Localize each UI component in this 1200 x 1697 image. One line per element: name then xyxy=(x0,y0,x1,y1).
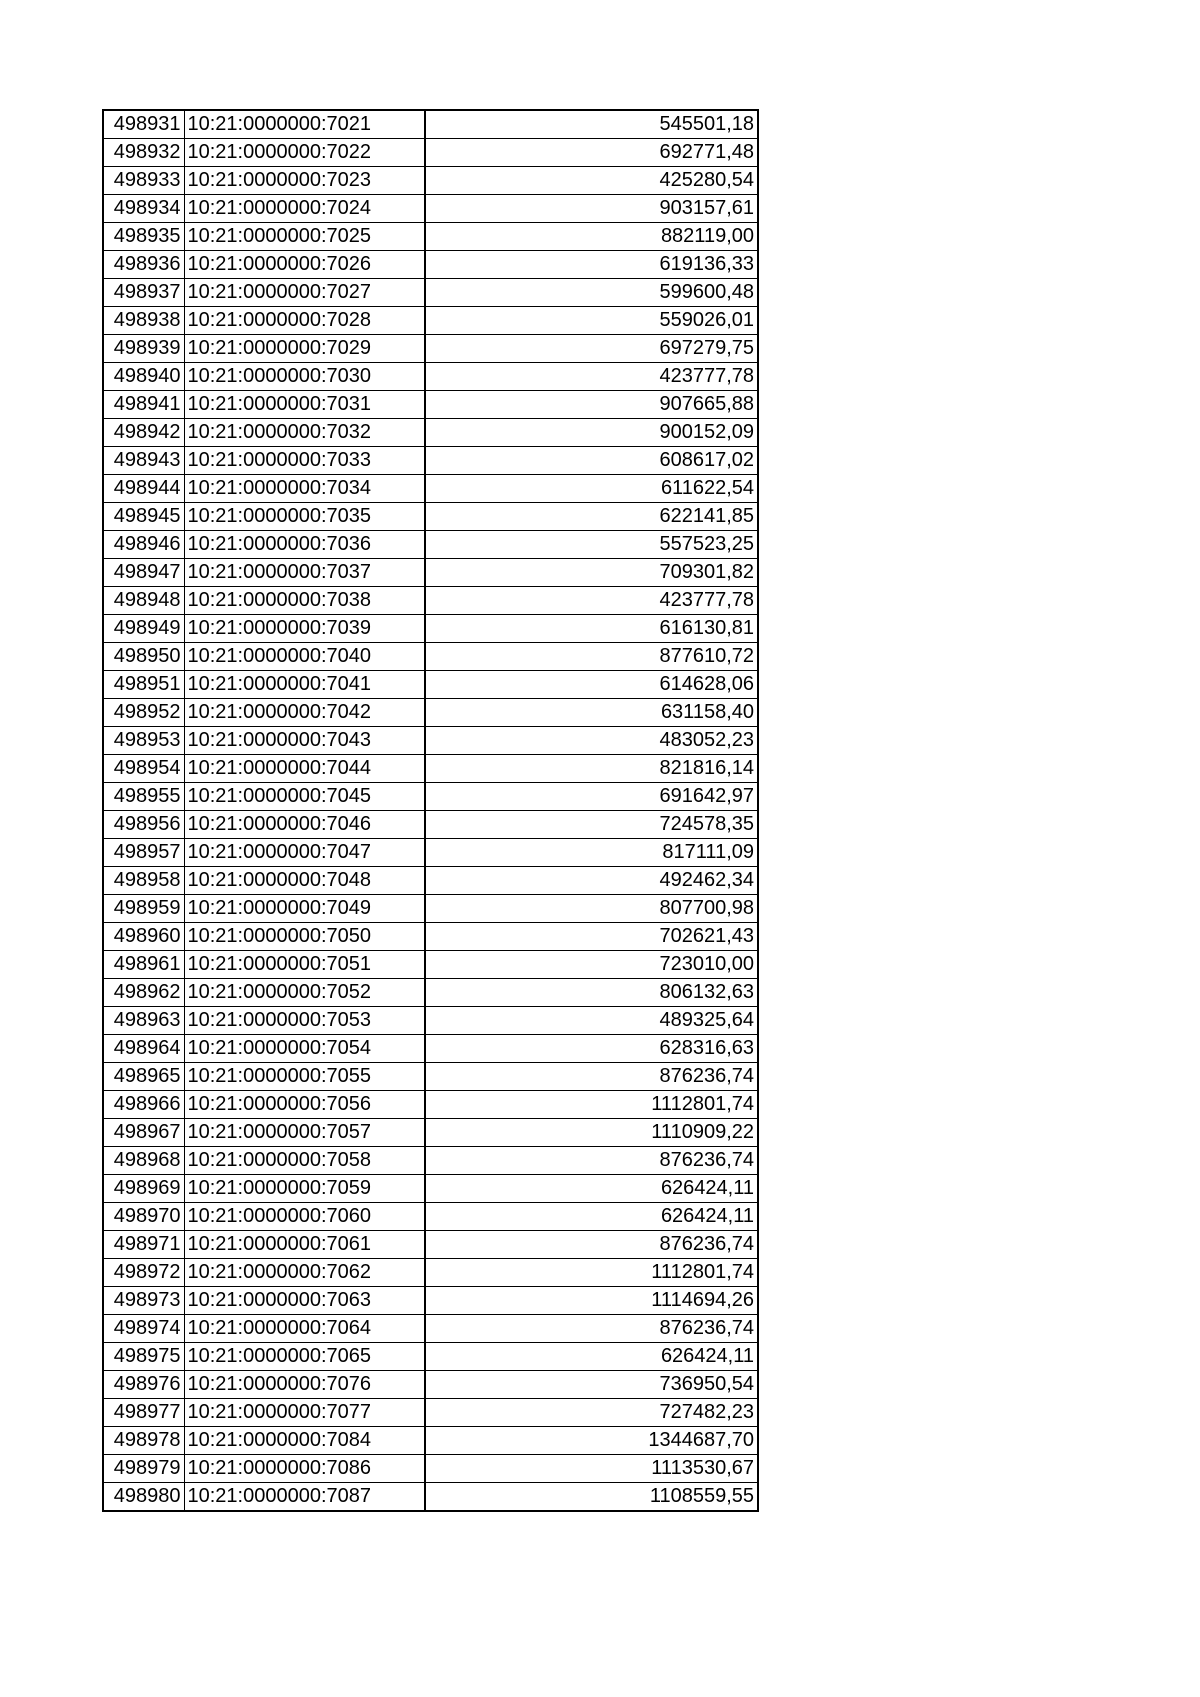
table-row xyxy=(103,195,758,223)
cadastral-value-cell: 616130,81 xyxy=(425,615,758,643)
cadastral-number-cell: 10:21:0000000:7031 xyxy=(184,391,425,419)
cadastral-number-cell: 10:21:0000000:7049 xyxy=(184,895,425,923)
cadastral-number-cell: 10:21:0000000:7039 xyxy=(184,615,425,643)
table-row xyxy=(103,867,758,895)
cadastral-value-cell: 691642,97 xyxy=(425,783,758,811)
row-number-cell: 498964 xyxy=(103,1035,184,1063)
cadastral-number-cell: 10:21:0000000:7027 xyxy=(184,279,425,307)
cadastral-value-cell: 900152,09 xyxy=(425,419,758,447)
cadastral-value-cell: 489325,64 xyxy=(425,1007,758,1035)
row-number-cell: 498979 xyxy=(103,1455,184,1483)
cadastral-number-cell: 10:21:0000000:7044 xyxy=(184,755,425,783)
cadastral-value-cell: 876236,74 xyxy=(425,1231,758,1259)
row-number-cell: 498937 xyxy=(103,279,184,307)
cadastral-value-cell: 1108559,55 xyxy=(425,1483,758,1512)
table-row xyxy=(103,1007,758,1035)
row-number-cell: 498948 xyxy=(103,587,184,615)
cadastral-number-cell: 10:21:0000000:7035 xyxy=(184,503,425,531)
row-number-cell: 498940 xyxy=(103,363,184,391)
row-number-cell: 498978 xyxy=(103,1427,184,1455)
row-number-cell: 498958 xyxy=(103,867,184,895)
cadastral-value-cell: 619136,33 xyxy=(425,251,758,279)
cadastral-value-cell: 882119,00 xyxy=(425,223,758,251)
cadastral-value-cell: 697279,75 xyxy=(425,335,758,363)
cadastral-value-cell: 709301,82 xyxy=(425,559,758,587)
row-number-cell: 498975 xyxy=(103,1343,184,1371)
cadastral-number-cell: 10:21:0000000:7056 xyxy=(184,1091,425,1119)
cadastral-value-cell: 807700,98 xyxy=(425,895,758,923)
cadastral-number-cell: 10:21:0000000:7062 xyxy=(184,1259,425,1287)
cadastral-number-cell: 10:21:0000000:7024 xyxy=(184,195,425,223)
cadastral-value-cell: 557523,25 xyxy=(425,531,758,559)
cadastral-number-cell: 10:21:0000000:7060 xyxy=(184,1203,425,1231)
cadastral-value-cell: 626424,11 xyxy=(425,1175,758,1203)
row-number-cell: 498957 xyxy=(103,839,184,867)
cadastral-value-cell: 727482,23 xyxy=(425,1399,758,1427)
table-row xyxy=(103,139,758,167)
row-number-cell: 498956 xyxy=(103,811,184,839)
row-number-cell: 498942 xyxy=(103,419,184,447)
table-row xyxy=(103,1427,758,1455)
row-number-cell: 498959 xyxy=(103,895,184,923)
row-number-cell: 498960 xyxy=(103,923,184,951)
table-row xyxy=(103,279,758,307)
cadastral-value-cell: 724578,35 xyxy=(425,811,758,839)
table-row xyxy=(103,1119,758,1147)
cadastral-number-cell: 10:21:0000000:7063 xyxy=(184,1287,425,1315)
cadastral-value-cell: 1344687,70 xyxy=(425,1427,758,1455)
table-row xyxy=(103,559,758,587)
cadastral-number-cell: 10:21:0000000:7037 xyxy=(184,559,425,587)
row-number-cell: 498968 xyxy=(103,1147,184,1175)
cadastral-number-cell: 10:21:0000000:7030 xyxy=(184,363,425,391)
cadastral-value-cell: 1113530,67 xyxy=(425,1455,758,1483)
table-row xyxy=(103,1091,758,1119)
cadastral-number-cell: 10:21:0000000:7077 xyxy=(184,1399,425,1427)
table-row xyxy=(103,1399,758,1427)
table-row xyxy=(103,419,758,447)
cadastral-value-cell: 559026,01 xyxy=(425,307,758,335)
cadastral-number-cell: 10:21:0000000:7038 xyxy=(184,587,425,615)
table-row xyxy=(103,503,758,531)
row-number-cell: 498966 xyxy=(103,1091,184,1119)
cadastral-value-cell: 692771,48 xyxy=(425,139,758,167)
table-row xyxy=(103,951,758,979)
row-number-cell: 498949 xyxy=(103,615,184,643)
cadastral-number-cell: 10:21:0000000:7064 xyxy=(184,1315,425,1343)
table-row xyxy=(103,615,758,643)
table-row xyxy=(103,335,758,363)
table-row xyxy=(103,755,758,783)
table-row xyxy=(103,1203,758,1231)
cadastral-value-cell: 876236,74 xyxy=(425,1315,758,1343)
cadastral-value-cell: 628316,63 xyxy=(425,1035,758,1063)
cadastral-value-table xyxy=(102,109,759,1512)
row-number-cell: 498953 xyxy=(103,727,184,755)
cadastral-value-cell: 907665,88 xyxy=(425,391,758,419)
cadastral-number-cell: 10:21:0000000:7084 xyxy=(184,1427,425,1455)
table-row xyxy=(103,1287,758,1315)
table-row xyxy=(103,363,758,391)
cadastral-number-cell: 10:21:0000000:7029 xyxy=(184,335,425,363)
row-number-cell: 498971 xyxy=(103,1231,184,1259)
cadastral-number-cell: 10:21:0000000:7026 xyxy=(184,251,425,279)
cadastral-number-cell: 10:21:0000000:7076 xyxy=(184,1371,425,1399)
cadastral-value-cell: 723010,00 xyxy=(425,951,758,979)
cadastral-value-cell: 611622,54 xyxy=(425,475,758,503)
cadastral-number-cell: 10:21:0000000:7033 xyxy=(184,447,425,475)
row-number-cell: 498967 xyxy=(103,1119,184,1147)
row-number-cell: 498945 xyxy=(103,503,184,531)
cadastral-value-cell: 1114694,26 xyxy=(425,1287,758,1315)
table-row xyxy=(103,923,758,951)
row-number-cell: 498963 xyxy=(103,1007,184,1035)
cadastral-number-cell: 10:21:0000000:7042 xyxy=(184,699,425,727)
table-row xyxy=(103,1259,758,1287)
table-row xyxy=(103,1315,758,1343)
cadastral-number-cell: 10:21:0000000:7028 xyxy=(184,307,425,335)
cadastral-number-cell: 10:21:0000000:7043 xyxy=(184,727,425,755)
row-number-cell: 498951 xyxy=(103,671,184,699)
cadastral-number-cell: 10:21:0000000:7061 xyxy=(184,1231,425,1259)
row-number-cell: 498936 xyxy=(103,251,184,279)
cadastral-value-cell: 1112801,74 xyxy=(425,1259,758,1287)
cadastral-value-cell: 423777,78 xyxy=(425,587,758,615)
cadastral-value-cell: 626424,11 xyxy=(425,1203,758,1231)
cadastral-value-cell: 876236,74 xyxy=(425,1063,758,1091)
cadastral-number-cell: 10:21:0000000:7025 xyxy=(184,223,425,251)
cadastral-number-cell: 10:21:0000000:7057 xyxy=(184,1119,425,1147)
table-row xyxy=(103,1343,758,1371)
cadastral-number-cell: 10:21:0000000:7087 xyxy=(184,1483,425,1512)
row-number-cell: 498941 xyxy=(103,391,184,419)
row-number-cell: 498944 xyxy=(103,475,184,503)
cadastral-number-cell: 10:21:0000000:7047 xyxy=(184,839,425,867)
row-number-cell: 498973 xyxy=(103,1287,184,1315)
table-row xyxy=(103,1035,758,1063)
table-row xyxy=(103,811,758,839)
row-number-cell: 498932 xyxy=(103,139,184,167)
row-number-cell: 498950 xyxy=(103,643,184,671)
cadastral-value-cell: 483052,23 xyxy=(425,727,758,755)
table-row xyxy=(103,587,758,615)
cadastral-value-cell: 425280,54 xyxy=(425,167,758,195)
cadastral-value-cell: 736950,54 xyxy=(425,1371,758,1399)
table-row xyxy=(103,839,758,867)
cadastral-number-cell: 10:21:0000000:7086 xyxy=(184,1455,425,1483)
table-row xyxy=(103,447,758,475)
cadastral-number-cell: 10:21:0000000:7059 xyxy=(184,1175,425,1203)
row-number-cell: 498938 xyxy=(103,307,184,335)
table-row xyxy=(103,979,758,1007)
cadastral-number-cell: 10:21:0000000:7052 xyxy=(184,979,425,1007)
cadastral-number-cell: 10:21:0000000:7065 xyxy=(184,1343,425,1371)
row-number-cell: 498962 xyxy=(103,979,184,1007)
row-number-cell: 498972 xyxy=(103,1259,184,1287)
cadastral-number-cell: 10:21:0000000:7058 xyxy=(184,1147,425,1175)
row-number-cell: 498961 xyxy=(103,951,184,979)
table-row xyxy=(103,251,758,279)
cadastral-value-cell: 702621,43 xyxy=(425,923,758,951)
row-number-cell: 498931 xyxy=(103,110,184,139)
cadastral-value-cell: 423777,78 xyxy=(425,363,758,391)
table-row xyxy=(103,1455,758,1483)
table-row xyxy=(103,643,758,671)
table-row xyxy=(103,1231,758,1259)
cadastral-number-cell: 10:21:0000000:7036 xyxy=(184,531,425,559)
row-number-cell: 498965 xyxy=(103,1063,184,1091)
document-page xyxy=(102,109,759,1512)
cadastral-value-cell: 903157,61 xyxy=(425,195,758,223)
table-row xyxy=(103,307,758,335)
table-row xyxy=(103,391,758,419)
cadastral-number-cell: 10:21:0000000:7051 xyxy=(184,951,425,979)
table-row xyxy=(103,110,758,139)
row-number-cell: 498952 xyxy=(103,699,184,727)
table-row xyxy=(103,167,758,195)
cadastral-number-cell: 10:21:0000000:7046 xyxy=(184,811,425,839)
cadastral-value-cell: 599600,48 xyxy=(425,279,758,307)
table-row xyxy=(103,1063,758,1091)
cadastral-number-cell: 10:21:0000000:7053 xyxy=(184,1007,425,1035)
row-number-cell: 498974 xyxy=(103,1315,184,1343)
row-number-cell: 498934 xyxy=(103,195,184,223)
row-number-cell: 498935 xyxy=(103,223,184,251)
table-row xyxy=(103,475,758,503)
table-row xyxy=(103,1371,758,1399)
row-number-cell: 498955 xyxy=(103,783,184,811)
row-number-cell: 498977 xyxy=(103,1399,184,1427)
cadastral-value-cell: 876236,74 xyxy=(425,1147,758,1175)
cadastral-value-cell: 626424,11 xyxy=(425,1343,758,1371)
cadastral-value-cell: 806132,63 xyxy=(425,979,758,1007)
table-row xyxy=(103,783,758,811)
cadastral-value-cell: 1112801,74 xyxy=(425,1091,758,1119)
row-number-cell: 498939 xyxy=(103,335,184,363)
cadastral-number-cell: 10:21:0000000:7048 xyxy=(184,867,425,895)
table-body xyxy=(103,110,758,1511)
row-number-cell: 498976 xyxy=(103,1371,184,1399)
table-row xyxy=(103,1483,758,1512)
row-number-cell: 498947 xyxy=(103,559,184,587)
table-row xyxy=(103,1147,758,1175)
table-row xyxy=(103,895,758,923)
cadastral-value-cell: 622141,85 xyxy=(425,503,758,531)
table-row xyxy=(103,531,758,559)
cadastral-value-cell: 631158,40 xyxy=(425,699,758,727)
cadastral-number-cell: 10:21:0000000:7055 xyxy=(184,1063,425,1091)
cadastral-value-cell: 614628,06 xyxy=(425,671,758,699)
table-row xyxy=(103,223,758,251)
cadastral-number-cell: 10:21:0000000:7045 xyxy=(184,783,425,811)
cadastral-value-cell: 817111,09 xyxy=(425,839,758,867)
row-number-cell: 498946 xyxy=(103,531,184,559)
row-number-cell: 498933 xyxy=(103,167,184,195)
cadastral-number-cell: 10:21:0000000:7032 xyxy=(184,419,425,447)
cadastral-number-cell: 10:21:0000000:7023 xyxy=(184,167,425,195)
cadastral-number-cell: 10:21:0000000:7034 xyxy=(184,475,425,503)
row-number-cell: 498943 xyxy=(103,447,184,475)
table-row xyxy=(103,727,758,755)
table-row xyxy=(103,671,758,699)
cadastral-value-cell: 821816,14 xyxy=(425,755,758,783)
cadastral-value-cell: 545501,18 xyxy=(425,110,758,139)
cadastral-value-cell: 877610,72 xyxy=(425,643,758,671)
cadastral-number-cell: 10:21:0000000:7041 xyxy=(184,671,425,699)
cadastral-number-cell: 10:21:0000000:7022 xyxy=(184,139,425,167)
row-number-cell: 498980 xyxy=(103,1483,184,1512)
cadastral-value-cell: 608617,02 xyxy=(425,447,758,475)
cadastral-value-cell: 1110909,22 xyxy=(425,1119,758,1147)
table-row xyxy=(103,699,758,727)
cadastral-number-cell: 10:21:0000000:7050 xyxy=(184,923,425,951)
row-number-cell: 498954 xyxy=(103,755,184,783)
table-row xyxy=(103,1175,758,1203)
row-number-cell: 498970 xyxy=(103,1203,184,1231)
row-number-cell: 498969 xyxy=(103,1175,184,1203)
cadastral-number-cell: 10:21:0000000:7040 xyxy=(184,643,425,671)
cadastral-value-cell: 492462,34 xyxy=(425,867,758,895)
cadastral-number-cell: 10:21:0000000:7054 xyxy=(184,1035,425,1063)
cadastral-number-cell: 10:21:0000000:7021 xyxy=(184,110,425,139)
